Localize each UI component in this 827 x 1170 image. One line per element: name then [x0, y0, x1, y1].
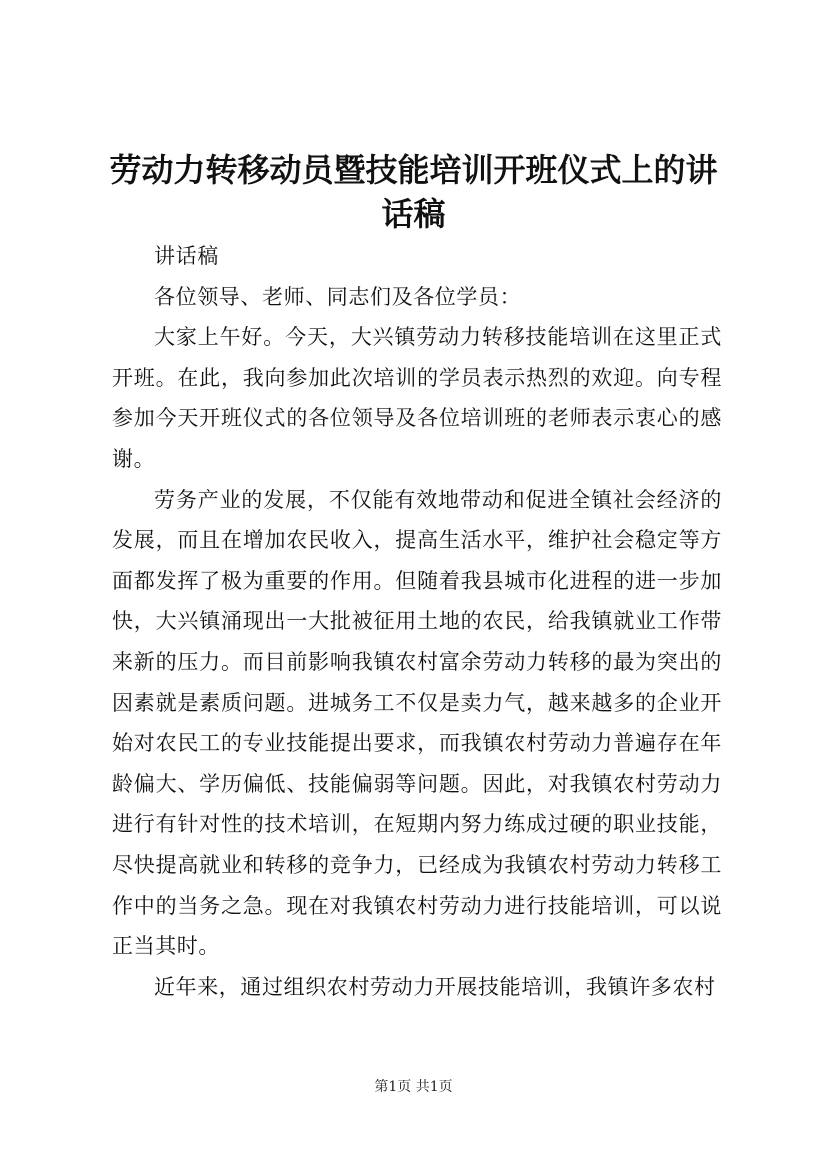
paragraph: 各位领导、老师、同志们及各位学员： — [154, 284, 522, 309]
paragraph: 讲话稿 — [154, 244, 219, 268]
paragraph: 大家上午好。今天，大兴镇劳动力转移技能培训在这里正式开班。在此，我向参加此次培训的学员表示热烈的欢迎。向专程参加今天开班仪式的各位领导及各位培训班的老师表示衷心的感谢。 — [112, 325, 722, 471]
page-footer: 第1页 共1页 — [374, 1079, 453, 1095]
paragraph: 劳务产业的发展，不仅能有效地带动和促进全镇社会经济的发展，而且在增加农民收入，提高生活水平，维护社会稳定等方面都发挥了极为重要的作用。但随着我县城市化进程的进一步加快，大兴镇涌现出一大批被征用土地的农民，给我镇就业工作带来新的压力。而目前影响我镇农村富余劳动力转移的最为突出的因素就是素质问题。进城务工不仅是卖力气，越来越多的企业开始对农民工的专业技能提出要求，而我镇农村劳动力普遍存在年龄偏大、学历偏低、技能偏弱等问题。因此，对我镇农村劳动力进行有针对性的技术培训，在短期内努力练成过硬的职业技能，尽快提高就业和转移的竞争力，已经成为我镇农村劳动力转移工作中的当务之急。现在对我镇农村劳动力进行技能培训，可以说正当其时。 — [112, 487, 722, 959]
document-body — [112, 236, 722, 1007]
paragraph: 近年来，通过组织农村劳动力开展技能培训，我镇许多农村 — [154, 974, 716, 999]
document-title: 劳动力转移动员暨技能培训开班仪式上的讲话稿 — [109, 151, 718, 233]
